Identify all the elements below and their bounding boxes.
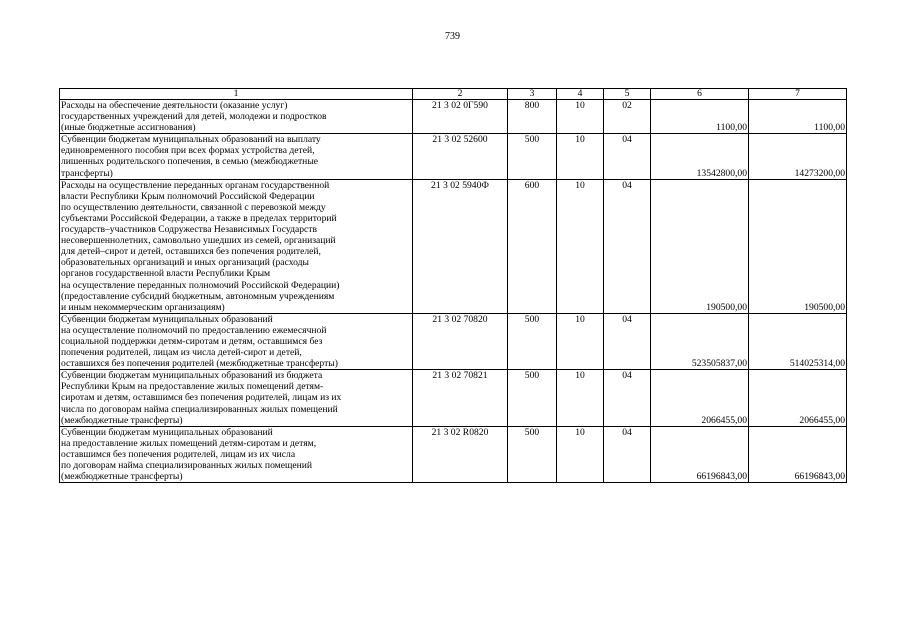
description-line: Субвенции бюджетам муниципальных образований из бюджета xyxy=(61,370,323,382)
row-col-3: 500 xyxy=(508,313,557,369)
description-line: (предоставление субсидий бюджетным, автономным учреждениям xyxy=(61,290,335,302)
row-amount-6: 66196843,00 xyxy=(651,426,749,482)
row-col-4: 10 xyxy=(557,370,604,426)
description-line: трансферты) xyxy=(61,167,113,179)
description-line: Субвенции бюджетам муниципальных образований xyxy=(61,426,273,438)
row-amount-6: 523505837,00 xyxy=(651,313,749,369)
description-line: образовательных организаций и иных организаций (расходы xyxy=(61,257,309,269)
row-code: 21 3 02 70820 xyxy=(413,313,508,369)
row-col-4: 10 xyxy=(557,134,604,179)
row-code: 21 3 02 R0820 xyxy=(413,426,508,482)
description-line: на осуществление полномочий по предоставлению ежемесячной xyxy=(61,324,327,336)
description-line: оставшихся без попечения родителей (межбюджетные трансферты) xyxy=(61,358,338,370)
header-cell-1: 1 xyxy=(60,89,413,100)
description-line: по договорам найма специализированных жилых помещений xyxy=(61,460,313,471)
row-description xyxy=(60,370,413,426)
description-line: субъектами Российской Федерации, а также в пределах территорий xyxy=(61,212,337,224)
description-line: и иным некоммерческим организациям) xyxy=(61,301,225,313)
row-amount-6: 13542800,00 xyxy=(651,134,749,179)
description-line: на предоставление жилых помещений детям-сиротам и детям, xyxy=(61,437,317,449)
row-description xyxy=(60,426,413,482)
table-row xyxy=(60,134,847,179)
row-col-3: 500 xyxy=(508,134,557,179)
description-line: органов государственной власти Республики Крым xyxy=(61,268,271,280)
header-cell-5: 5 xyxy=(604,89,651,100)
row-col-5: 04 xyxy=(604,134,651,179)
row-col-4: 10 xyxy=(557,100,604,134)
description-line: государств–участников Содружества Независимых Государств xyxy=(61,224,318,236)
table-row xyxy=(60,100,847,134)
description-line: лишенных родительского попечения, в семью (межбюджетные xyxy=(61,156,319,168)
row-col-5: 04 xyxy=(604,426,651,482)
row-col-5: 04 xyxy=(604,313,651,369)
row-code: 21 3 02 70821 xyxy=(413,370,508,426)
header-cell-6: 6 xyxy=(651,89,749,100)
row-amount-6: 1100,00 xyxy=(651,100,749,134)
header-cell-2: 2 xyxy=(413,89,508,100)
table-row xyxy=(60,426,847,482)
row-amount-7: 66196843,00 xyxy=(749,426,847,482)
description-line: числа по договорам найма специализированных жилых помещений xyxy=(61,403,338,415)
description-line: государственных учреждений для детей, молодежи и подростков xyxy=(61,111,327,123)
description-line: оставшимся без попечения родителей, лицам из их числа xyxy=(61,448,296,460)
row-amount-6: 2066455,00 xyxy=(651,370,749,426)
row-amount-7: 2066455,00 xyxy=(749,370,847,426)
description-line: (межбюджетные трансферты) xyxy=(61,471,183,483)
description-line: Республики Крым на предоставление жилых помещений детям- xyxy=(61,381,324,393)
row-col-4: 10 xyxy=(557,426,604,482)
description-line: Субвенции бюджетам муниципальных образований на выплату xyxy=(61,134,321,146)
row-description xyxy=(60,100,413,134)
header-cell-3: 3 xyxy=(508,89,557,100)
description-line: (иные бюджетные ассигнования) xyxy=(61,122,196,134)
description-line: несовершеннолетних, самовольно ушедших из семей, организаций xyxy=(61,235,336,247)
header-row xyxy=(60,89,847,100)
row-amount-6: 190500,00 xyxy=(651,179,749,313)
row-description xyxy=(60,134,413,179)
row-amount-7: 190500,00 xyxy=(749,179,847,313)
description-line: социальной поддержки детям-сиротам и детям, оставшимся без xyxy=(61,335,323,347)
description-line: (межбюджетные трансферты) xyxy=(61,414,183,426)
table-row xyxy=(60,179,847,313)
row-col-5: 02 xyxy=(604,100,651,134)
row-col-4: 10 xyxy=(557,313,604,369)
row-code: 21 3 02 0Г590 xyxy=(413,100,508,134)
description-line: Расходы на осуществление переданных органам государственной xyxy=(61,179,330,191)
description-line: сиротам и детям, оставшимся без попечения родителей, лицам из их xyxy=(61,392,342,404)
header-cell-7: 7 xyxy=(749,89,847,100)
table-row xyxy=(60,370,847,426)
row-amount-7: 1100,00 xyxy=(749,100,847,134)
row-col-3: 500 xyxy=(508,370,557,426)
page-number: 739 xyxy=(445,31,460,42)
row-description xyxy=(60,179,413,313)
budget-table xyxy=(59,88,847,483)
row-col-3: 800 xyxy=(508,100,557,134)
description-line: единовременного пособия при всех формах устройства детей, xyxy=(61,145,315,157)
description-line: Субвенции бюджетам муниципальных образований xyxy=(61,313,273,325)
row-code: 21 3 02 52600 xyxy=(413,134,508,179)
row-description xyxy=(60,313,413,369)
row-amount-7: 14273200,00 xyxy=(749,134,847,179)
row-col-4: 10 xyxy=(557,179,604,313)
description-line: по осуществлению деятельности, связанной с перевозкой между xyxy=(61,201,326,213)
description-line: власти Республики Крым полномочий Российской Федерации xyxy=(61,190,315,202)
row-col-3: 600 xyxy=(508,179,557,313)
description-line: на осуществление переданных полномочий Российской Федерации) xyxy=(61,279,340,291)
description-line: Расходы на обеспечение деятельности (оказание услуг) xyxy=(61,100,288,111)
row-col-3: 500 xyxy=(508,426,557,482)
header-cell-4: 4 xyxy=(557,89,604,100)
description-line: для детей–сирот и детей, оставшихся без попечения родителей, xyxy=(61,246,321,258)
table-row xyxy=(60,313,847,369)
description-line: попечения родителей, лицам из числа детей-сирот и детей, xyxy=(61,347,302,359)
row-amount-7: 514025314,00 xyxy=(749,313,847,369)
row-col-5: 04 xyxy=(604,370,651,426)
row-col-5: 04 xyxy=(604,179,651,313)
row-code: 21 3 02 5940Ф xyxy=(413,179,508,313)
